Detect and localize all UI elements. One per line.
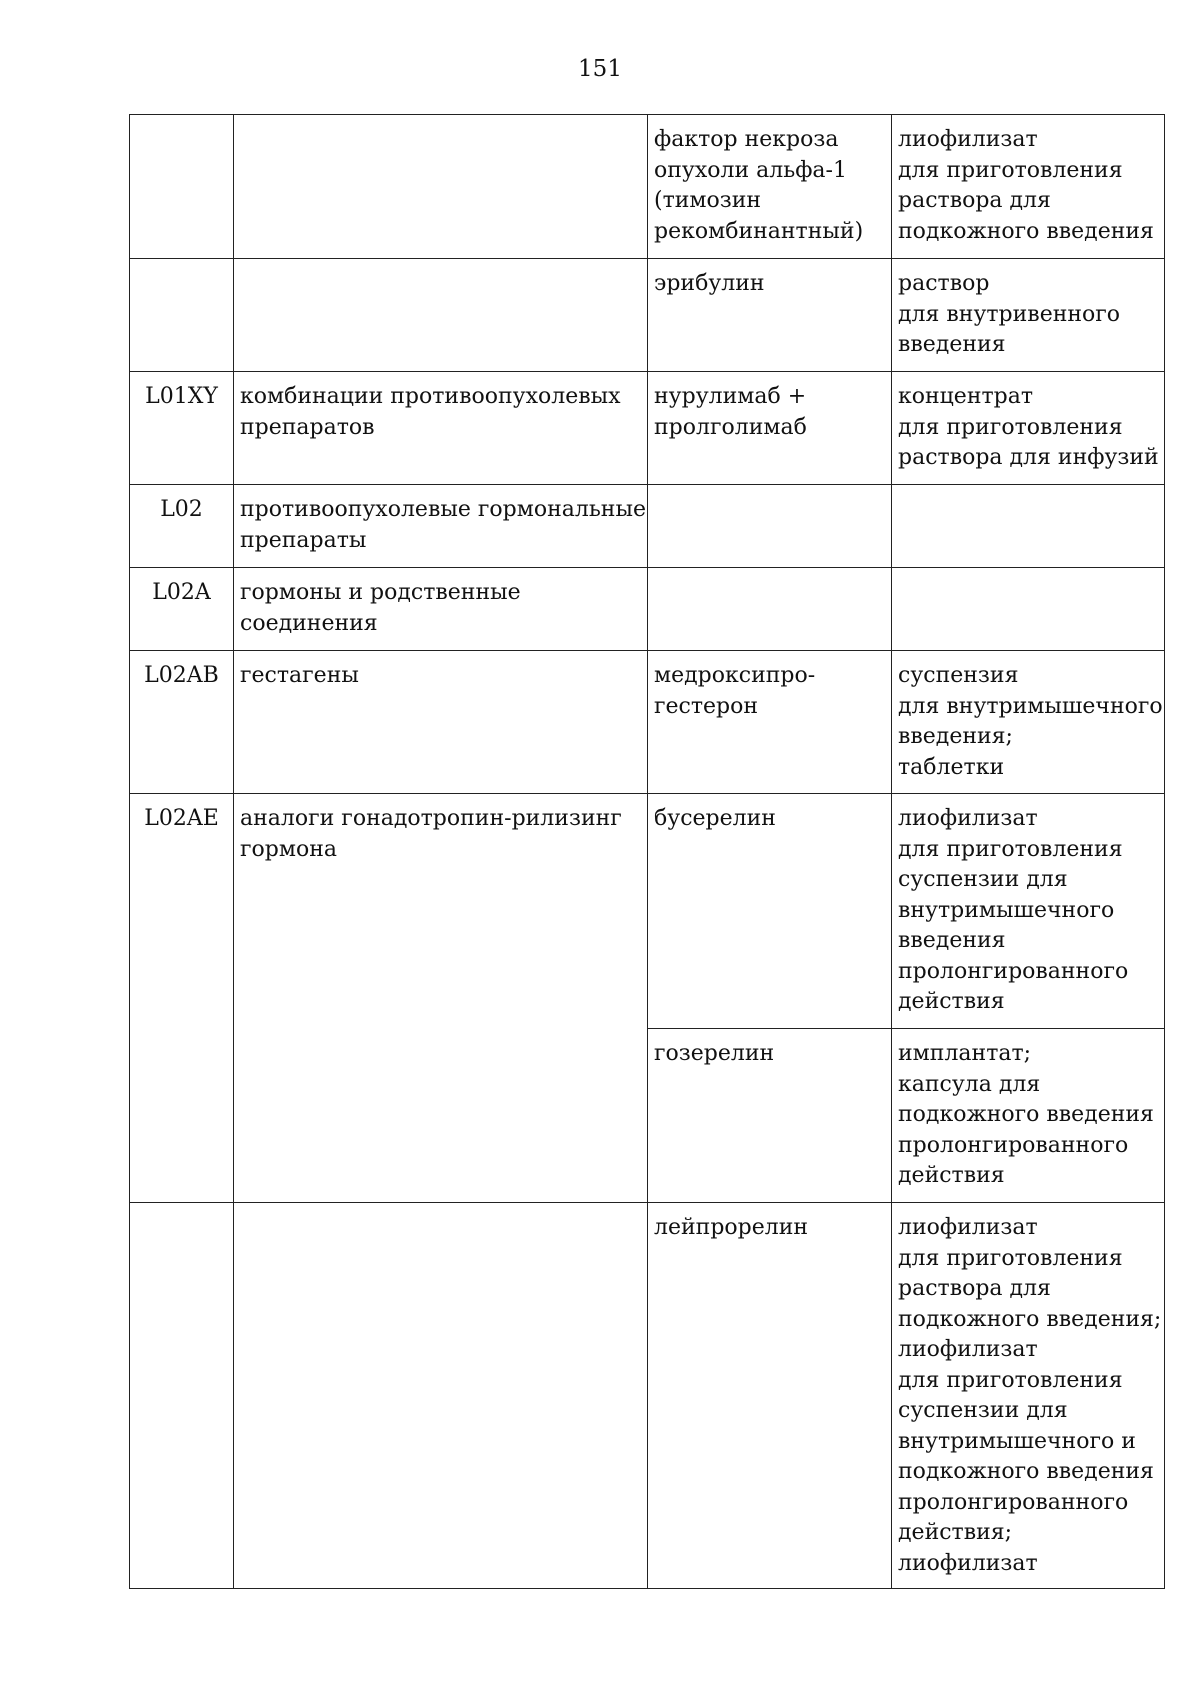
drug-table <box>129 114 1165 1589</box>
group-name-line: соединения <box>240 610 378 636</box>
dosage-form-line: суспензии для <box>898 867 1068 892</box>
table-row <box>130 1203 1165 1589</box>
dosage-form-line: раствора для инфузий <box>898 445 1159 470</box>
group-cell <box>234 794 648 1203</box>
drug-cell <box>648 115 892 259</box>
table-row <box>130 485 1165 568</box>
dosage-form-line: лиофилизат <box>898 1215 1038 1240</box>
drug-cell <box>648 568 892 651</box>
table-row <box>130 259 1165 372</box>
atc-code-cell <box>130 259 234 372</box>
drug-cell <box>648 651 892 794</box>
dosage-form-line: подкожного введения <box>898 1102 1154 1127</box>
dosage-form-line: для приготовления <box>898 836 1123 862</box>
atc-code-cell <box>130 1203 234 1589</box>
drug-name-line: эрибулин <box>654 271 765 296</box>
dosage-form-cell <box>892 372 1165 485</box>
group-cell <box>234 372 648 485</box>
table-row <box>130 115 1165 259</box>
dosage-form-line: суспензия <box>898 663 1019 688</box>
dosage-form-line: лиофилизат <box>898 1550 1038 1576</box>
drug-name-line: фактор некроза <box>654 127 839 152</box>
dosage-form-line: для приготовления <box>898 157 1123 183</box>
drug-cell <box>648 1203 892 1589</box>
drug-name-line: медроксипро- <box>654 663 816 688</box>
drug-cell <box>648 372 892 485</box>
dosage-form-line: для внутривенного <box>898 301 1121 327</box>
group-name-line: гормоны и родственные <box>240 580 521 605</box>
dosage-form-line: концентрат <box>898 384 1034 409</box>
atc-code-cell: L02AB <box>130 651 234 794</box>
dosage-form-cell <box>892 259 1165 372</box>
dosage-form-line: введения <box>898 332 1006 357</box>
group-cell <box>234 485 648 568</box>
dosage-form-line: раствора для <box>898 1276 1051 1301</box>
drug-cell <box>648 794 892 1029</box>
dosage-form-line: введения; <box>898 724 1013 749</box>
dosage-form-cell <box>892 115 1165 259</box>
atc-code-cell: L02 <box>130 485 234 568</box>
group-cell <box>234 115 648 259</box>
dosage-form-line: лиофилизат <box>898 127 1038 152</box>
table-row <box>130 651 1165 794</box>
table-row <box>130 568 1165 651</box>
dosage-form-line: пролонгированного <box>898 1132 1129 1158</box>
drug-name-line: нурулимаб + <box>654 384 807 409</box>
group-cell <box>234 651 648 794</box>
dosage-form-line: действия <box>898 989 1005 1014</box>
dosage-form-line: раствора для <box>898 188 1051 213</box>
drug-name-line: лейпрорелин <box>654 1215 809 1240</box>
dosage-form-line: для приготовления <box>898 414 1123 440</box>
dosage-form-line: раствор <box>898 271 990 296</box>
dosage-form-line: капсула для <box>898 1071 1041 1097</box>
dosage-form-cell <box>892 568 1165 651</box>
dosage-form-line: для приготовления <box>898 1367 1123 1393</box>
drug-cell <box>648 259 892 372</box>
dosage-form-line: внутримышечного и <box>898 1428 1136 1454</box>
page-number: 151 <box>578 56 622 82</box>
drug-name-line: рекомбинантный) <box>654 218 864 244</box>
dosage-form-line: лиофилизат <box>898 806 1038 831</box>
dosage-form-cell <box>892 1029 1165 1203</box>
atc-code-cell <box>130 115 234 259</box>
atc-code-cell: L01XY <box>130 372 234 485</box>
dosage-form-line: для приготовления <box>898 1245 1123 1271</box>
drug-name-line: бусерелин <box>654 806 776 831</box>
dosage-form-line: действия; <box>898 1520 1013 1545</box>
dosage-form-line: подкожного введения <box>898 1459 1154 1484</box>
drug-name-line: пролголимаб <box>654 414 807 440</box>
dosage-form-line: внутримышечного <box>898 897 1115 923</box>
drug-name-line: опухоли альфа-1 <box>654 157 847 183</box>
group-cell <box>234 259 648 372</box>
group-name-line: комбинации противоопухолевых <box>240 384 621 409</box>
dosage-form-cell <box>892 794 1165 1029</box>
group-name-line: противоопухолевые гормональные <box>240 497 647 522</box>
atc-code-cell: L02A <box>130 568 234 651</box>
group-name-line: аналоги гонадотропин-рилизинг <box>240 806 622 831</box>
dosage-form-cell <box>892 651 1165 794</box>
dosage-form-line: введения <box>898 928 1006 953</box>
dosage-form-line: действия <box>898 1163 1005 1188</box>
dosage-form-line: пролонгированного <box>898 1489 1129 1515</box>
dosage-form-line: суспензии для <box>898 1398 1068 1423</box>
atc-code-cell: L02AE <box>130 794 234 1203</box>
dosage-form-cell <box>892 485 1165 568</box>
drug-name-line: гозерелин <box>654 1041 775 1066</box>
group-name-line: гестагены <box>240 663 359 688</box>
group-cell <box>234 1203 648 1589</box>
dosage-form-line: имплантат; <box>898 1041 1032 1066</box>
group-name-line: препаратов <box>240 414 375 440</box>
dosage-form-line: лиофилизат <box>898 1337 1038 1362</box>
table-row <box>130 372 1165 485</box>
dosage-form-line: пролонгированного <box>898 958 1129 984</box>
group-name-line: гормона <box>240 836 337 862</box>
drug-cell <box>648 1029 892 1203</box>
dosage-form-line: подкожного введения <box>898 218 1154 244</box>
drug-name-line: (тимозин <box>654 188 762 213</box>
dosage-form-line: таблетки <box>898 754 1005 780</box>
group-cell <box>234 568 648 651</box>
dosage-form-line: подкожного введения; <box>898 1306 1162 1332</box>
group-name-line: препараты <box>240 527 367 553</box>
table-row <box>130 794 1165 1029</box>
drug-name-line: гестерон <box>654 693 759 719</box>
dosage-form-cell <box>892 1203 1165 1589</box>
drug-cell <box>648 485 892 568</box>
dosage-form-line: для внутримышечного <box>898 693 1163 719</box>
